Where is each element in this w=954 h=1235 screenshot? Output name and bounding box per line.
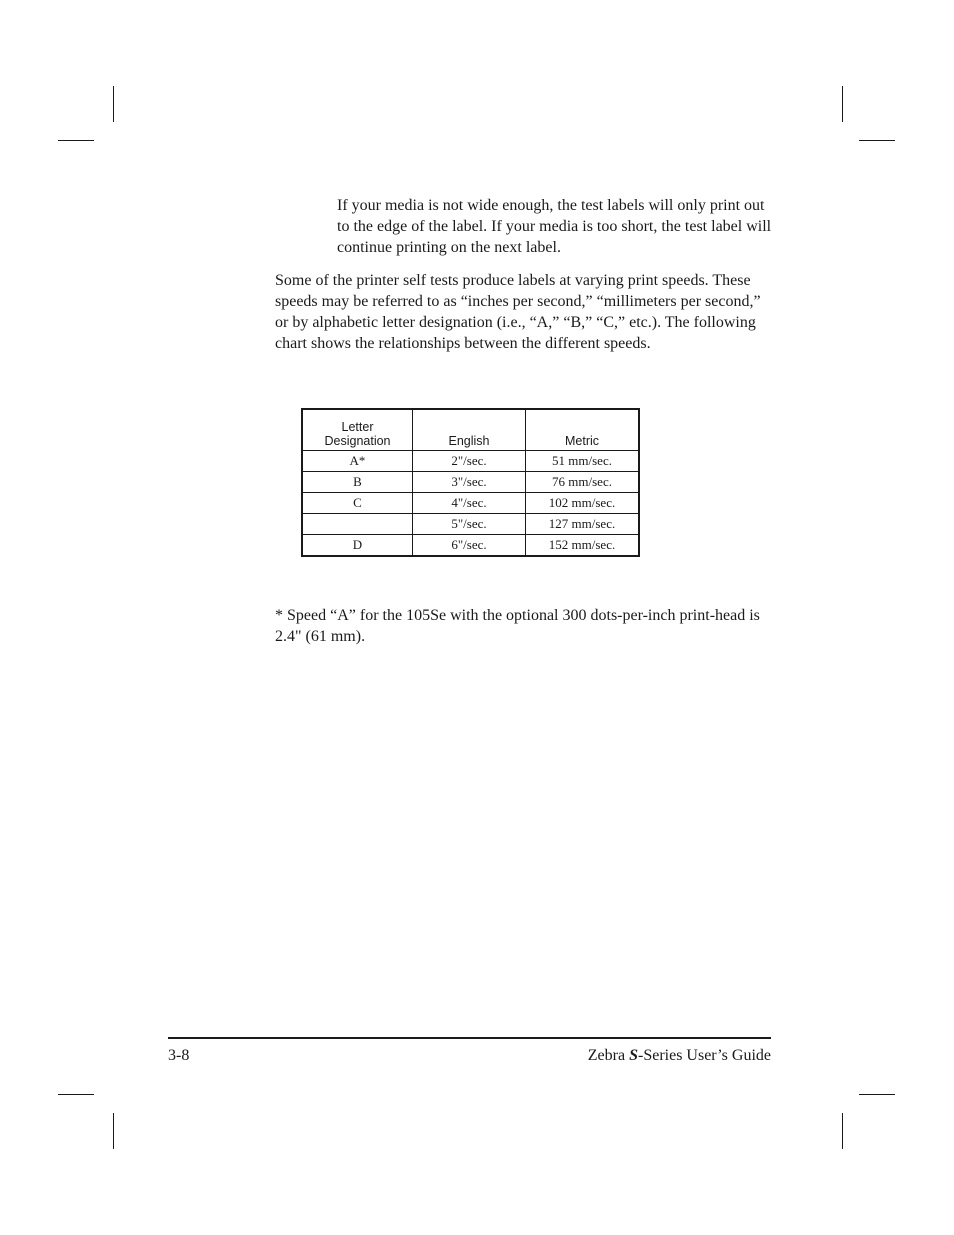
- header-letter-line2: Designation: [324, 434, 391, 448]
- speed-table: [301, 408, 640, 557]
- cell-english: 6"/sec.: [413, 535, 526, 557]
- crop-mark: [842, 86, 843, 122]
- cell-letter: D: [302, 535, 413, 557]
- media-note: If your media is not wide enough, the test labels will only print out to the edge of the label. If your media is too short, the test label will continue printing on the next label.: [337, 197, 772, 256]
- cell-metric: 127 mm/sec.: [526, 514, 640, 535]
- table-row: [302, 472, 639, 493]
- cell-letter: B: [302, 472, 413, 493]
- header-letter-line1: Letter: [341, 420, 374, 434]
- cell-english: 5"/sec.: [413, 514, 526, 535]
- crop-mark: [842, 1113, 843, 1149]
- footer-rule: [168, 1037, 771, 1039]
- guide-title-suffix: -Series User’s Guide: [637, 1047, 771, 1064]
- cell-metric: 102 mm/sec.: [526, 493, 640, 514]
- crop-mark: [113, 86, 114, 122]
- header-letter-designation: [302, 409, 413, 451]
- crop-mark: [859, 140, 895, 141]
- speeds-paragraph: Some of the printer self tests produce labels at varying print speeds. These speeds may be referred to as “inches per second,” “millimeters per second,” or by alphabetic letter designation (i.e., “A,” “B,” “C,” etc.). The following chart shows the relationships between the different speeds.: [275, 272, 761, 352]
- crop-mark: [58, 140, 94, 141]
- table-row: [302, 535, 639, 557]
- cell-english: 4"/sec.: [413, 493, 526, 514]
- cell-english: 3"/sec.: [413, 472, 526, 493]
- cell-metric: 152 mm/sec.: [526, 535, 640, 557]
- cell-letter: [302, 514, 413, 535]
- table-header-row: [302, 409, 639, 451]
- table-row: [302, 493, 639, 514]
- guide-title-series-letter: S: [629, 1047, 638, 1064]
- cell-letter: C: [302, 493, 413, 514]
- crop-mark: [58, 1094, 94, 1095]
- guide-title-prefix: Zebra: [587, 1047, 630, 1064]
- cell-metric: 51 mm/sec.: [526, 451, 640, 472]
- guide-title: [588, 1046, 771, 1066]
- cell-letter: A*: [302, 451, 413, 472]
- cell-english: 2"/sec.: [413, 451, 526, 472]
- cell-metric: 76 mm/sec.: [526, 472, 640, 493]
- crop-mark: [859, 1094, 895, 1095]
- crop-mark: [113, 1113, 114, 1149]
- header-metric: Metric: [526, 409, 640, 451]
- table-row: [302, 451, 639, 472]
- page-number: 3-8: [168, 1047, 190, 1064]
- header-english: English: [413, 409, 526, 451]
- speed-footnote: * Speed “A” for the 105Se with the optional 300 dots-per-inch print-head is 2.4" (61 mm).: [275, 607, 760, 645]
- table-row: [302, 514, 639, 535]
